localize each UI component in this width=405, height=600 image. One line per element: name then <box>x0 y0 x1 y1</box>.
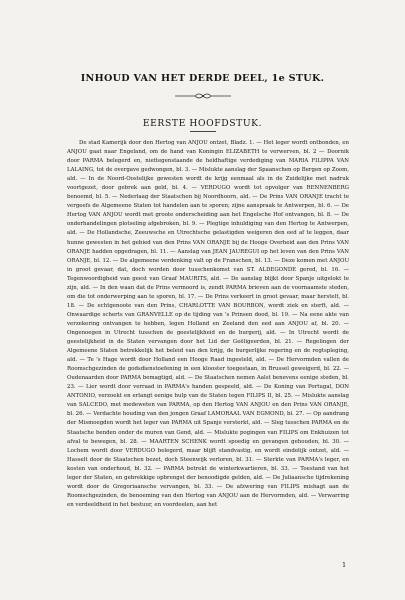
table-of-contents-body <box>67 139 349 510</box>
chapter-divider <box>190 131 216 132</box>
decorative-flourish-icon <box>0 91 405 101</box>
contents-paragraph: De stad Kamerijk door den Hertog van ANJOU ontzet, Bladz. 1. — Het leger wordt ontbonden, en ANJOU gaat naar Engeland, om de hand van Koningin ELIZABETH te verwerven, bl. 2 — Doornik door PARMA belegerd en, niettegenstaande de heldhaftige verdediging van MARIA FILIPPA VAN LALAING, tot de overgave gedwongen, bl. 3. — Mislukte aanslag der Spaanschen op Bergen op Zoom, ald. — In de Noord-Oostelijke gewesten wordt de krijg eenmaal als in de Zuidelijke met nadruk voortgezet, door gebrek aan geld, bl. 4. — VERDUGO wordt tot opvolger van RENNENBERG benoemd, bl. 5. — Nederlaag der Staatschen bij Noordhoorn, ald. — De Prins VAN ORANJE tracht te vergeefs de Algemeene Staten tot handelen aan te sporen; zijne aanspraak te Antwerpen, bl. 6. — De Hertog VAN ANJOU wordt met groote onderscheiding aan het Engelsche Hof ontvangen, bl. 8. — De onderhandelingen plotseling afgebroken, bl. 9. — Plegtige inhuldiging van den Hertog te Antwerpen, ald. — De Hollandsche, Zeeuwsche en Utrechtsche gelastigden weigeren den eed af te leggen, daar hunne gewesten in het gebied van den Prins VAN ORANJE bij de Hooge Overheid aan den Prins VAN ORANJE hadden opgedragen, bl. 11. — Aanslag van JEAN JAUREGUI op het leven van den Prins VAN ORANJE, bl. 12. — De algemeene verdenking valt op de Franschen, bl. 13. — Deze komen met ANJOU in groot gevaar, dat, doch worden door tusschenkomst van ST. ALDEGONDE gered, bl. 16. — Tegenwoordigheid van geest van Graaf MAURITS, ald. — De aanslag blijkt door Spanje uitgelokt te zijn, ald. — In den waan dat de Prins vermoord is, zendt PARMA brieven aan de voornaamste steden, om die tot onderwerping aan te sporen, bl. 17. — De Prins verkeert in groot gevaar, maar herstelt, bl. 18. — De echtgenoote van den Prins, CHARLOTTE VAN BOURBON, wordt ziek en sterft, ald. — Onwaardige scherts van GRANVELLE op de tijding van 's Prinsen dood, bl. 19. — Na eene akte van verzekering ontvangen te hebben, legen Holland en Zeeland den eed aan ANJOU af, bl. 20. — Ongenoegen in Utrecht tusschen de geestelijkheid en de burgerij, ald. — In Utrecht wordt de geestelijkheid in de Staten vervangen door het Lid der Geëligeerden, bl. 21. — Regelingen der Algemeene Staten betrekkelijk het beleid van den krijg, de burgerlijke regering en de regtspleging, ald. — Te 's Hage wordt door Holland een Hooge Raad ingesteld, ald. — De Hervormden vallen de Roomschgezinden de godsdienstoefening in een klooster toegestaan, in Brussel geweigerd, bl. 22. — Oudenaarden door PARMA bemagtigd, ald. — De Staatschen nemen Aalst benevens eenige steden, bl. 23. — Lier wordt door verraad in PARMA's handen gespeeld, ald. — De Koning van Portugal, DON ANTONIO, verzoekt en erlangt eenige hulp van de Staten tegen FILIPS II, bl. 25. — Mislukte aanslag van SALCEDO, met medeweten van PARMA, op den Hertog VAN ANJOU en den Prins VAN ORANJE, bl. 26. — Verdachte houding van den jongen Graaf LAMORAAL VAN EGMOND, bl. 27. — Op aandrang der Mismoegden wordt het leger van PARMA uit Spanje versterkt, ald. — Sleg tusschen PARMA en de Staatsche benden onder de muren van Gend, ald. — Mislukte pogingen van FILIPS om Enkhuizen tot afval te bewegen, bl. 28. — MAARTEN SCHENK wordt spoedig en gevangen gehouden, bl. 30. — Lochem wordt door VERDUGO belegerd, maar blijft standvastig, en wordt eindelijk ontzet, ald. — Hasselt door de Staatschen bezet, doch Steenwijk verloren, bl. 31. — Sterkte van PARMA's leger, en kosten van onderhoud, bl. 32. — PARMA betrekt de winterkwartieren, bl. 33. — Toestand van het leger der Staten, en gebrekkige opbrengst der benoodigde gelden, ald. — De Juliaansche tijdrekening wordt door de Gregoriaansche vervangen, bl. 33. — De afzwering van FILIPS mishagt aan de Roomschgezinden, de benoeming van den Hertog van ANJOU aan de Hervormden, ald. — Verwarring en verdeeldheid in het bestuur, en voordeelen, aan het <box>67 140 349 508</box>
chapter-heading: EERSTE HOOFDSTUK. <box>142 118 263 129</box>
page-number: 1 <box>342 561 347 569</box>
flourish-graphic <box>173 91 233 101</box>
page-title: INHOUD VAN HET DERDE DEEL, 1e STUK. <box>80 73 325 84</box>
